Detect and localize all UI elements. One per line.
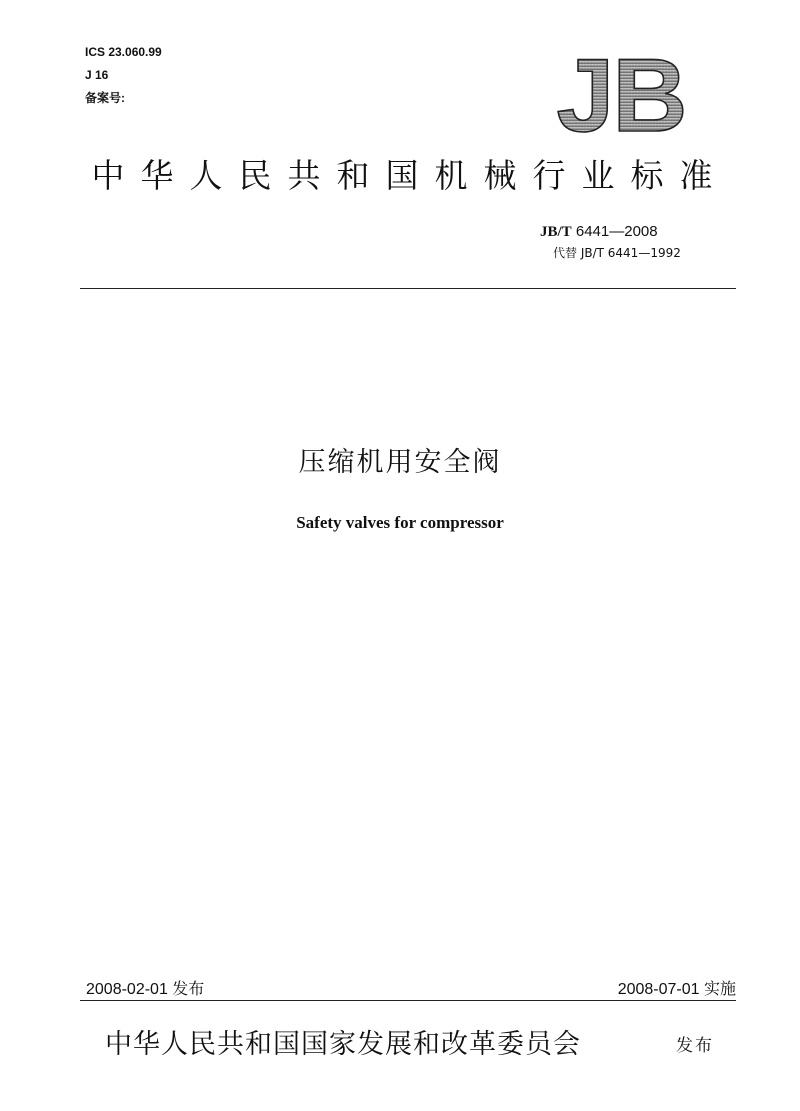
top-divider: [80, 288, 736, 289]
document-title-chinese: 压缩机用安全阀: [298, 447, 502, 478]
document-title-english: Safety valves for compressor: [296, 513, 504, 532]
record-number-label: 备案号:: [85, 91, 125, 105]
issuing-authority-suffix: 发布: [676, 1036, 714, 1056]
standard-code-prefix: JB/T: [540, 224, 572, 240]
standard-code: [540, 223, 658, 241]
standard-code-number: 6441—2008: [575, 223, 658, 240]
jb-logo-text: JB: [556, 52, 686, 136]
replaces-standard: 代替 JB/T 6441—1992: [553, 246, 681, 260]
ics-code: ICS 23.060.99: [85, 45, 162, 59]
ccs-code: J 16: [85, 68, 109, 82]
jb-logo: [548, 52, 694, 136]
implementation-date: 2008-07-01 实施: [617, 981, 736, 998]
issue-date: 2008-02-01 发布: [86, 981, 205, 998]
bottom-divider: [80, 1000, 736, 1001]
issuing-authority: 中华人民共和国国家发展和改革委员会: [105, 1029, 581, 1060]
national-standard-title: 中华人民共和国机械行业标准: [91, 156, 729, 195]
